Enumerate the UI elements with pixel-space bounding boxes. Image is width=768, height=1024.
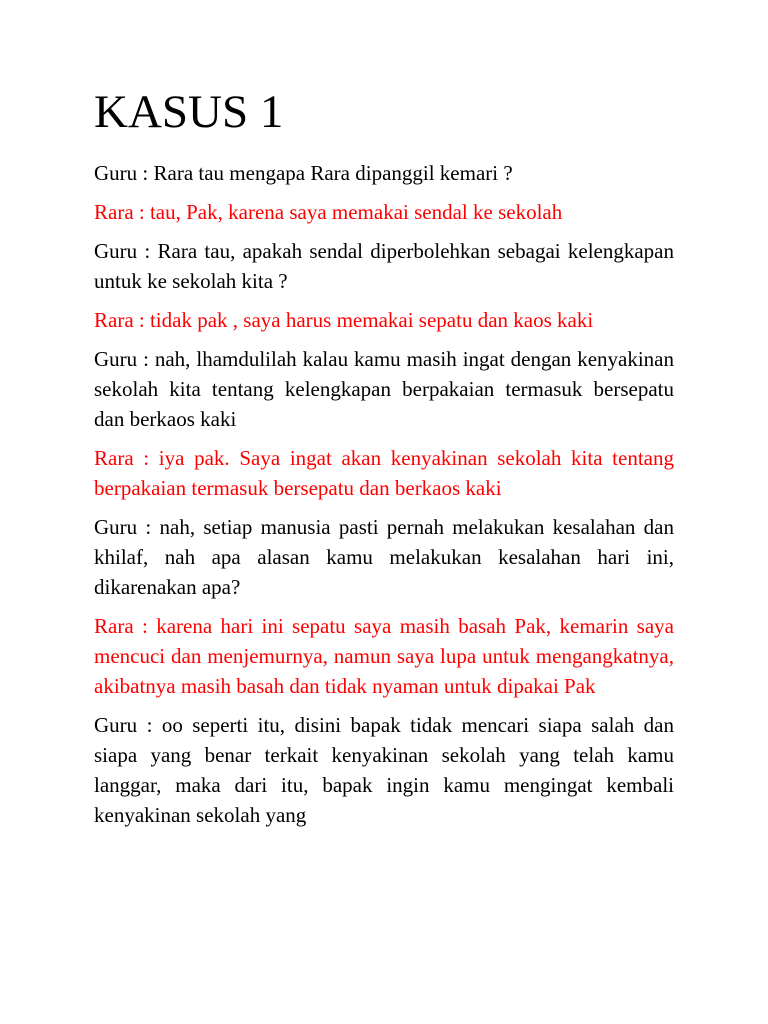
dialogue-line-rara: Rara : iya pak. Saya ingat akan kenyakinan sekolah kita tentang berpakaian termasuk bersepatu dan berkaos kaki	[94, 446, 674, 500]
dialogue-line-guru: Guru : Rara tau mengapa Rara dipanggil kemari ?	[94, 161, 513, 185]
dialogue-line-guru: Guru : Rara tau, apakah sendal diperbolehkan sebagai kelengkapan untuk ke sekolah kita ?	[94, 239, 674, 293]
dialogue-line-guru: Guru : nah, setiap manusia pasti pernah melakukan kesalahan dan khilaf, nah apa alasan kamu melakukan kesalahan hari ini, dikarenakan apa?	[94, 515, 674, 599]
dialogue-body	[94, 158, 674, 839]
dialogue-line-rara: Rara : tau, Pak, karena saya memakai sendal ke sekolah	[94, 200, 563, 224]
page-title: KASUS 1	[94, 86, 284, 138]
dialogue-line-rara: Rara : tidak pak , saya harus memakai sepatu dan kaos kaki	[94, 308, 594, 332]
dialogue-line-rara: Rara : karena hari ini sepatu saya masih basah Pak, kemarin saya mencuci dan menjemurnya, namun saya lupa untuk mengangkatnya, akibatnya masih basah dan tidak nyaman untuk dipakai Pak	[94, 614, 674, 698]
dialogue-line-guru: Guru : oo seperti itu, disini bapak tidak mencari siapa salah dan siapa yang benar terkait kenyakinan sekolah yang telah kamu langgar, maka dari itu, bapak ingin kamu mengingat kembali kenyakinan sekolah yang	[94, 713, 674, 827]
dialogue-line-guru: Guru : nah, lhamdulilah kalau kamu masih ingat dengan kenyakinan sekolah kita tentang kelengkapan berpakaian termasuk bersepatu dan berkaos kaki	[94, 347, 674, 431]
